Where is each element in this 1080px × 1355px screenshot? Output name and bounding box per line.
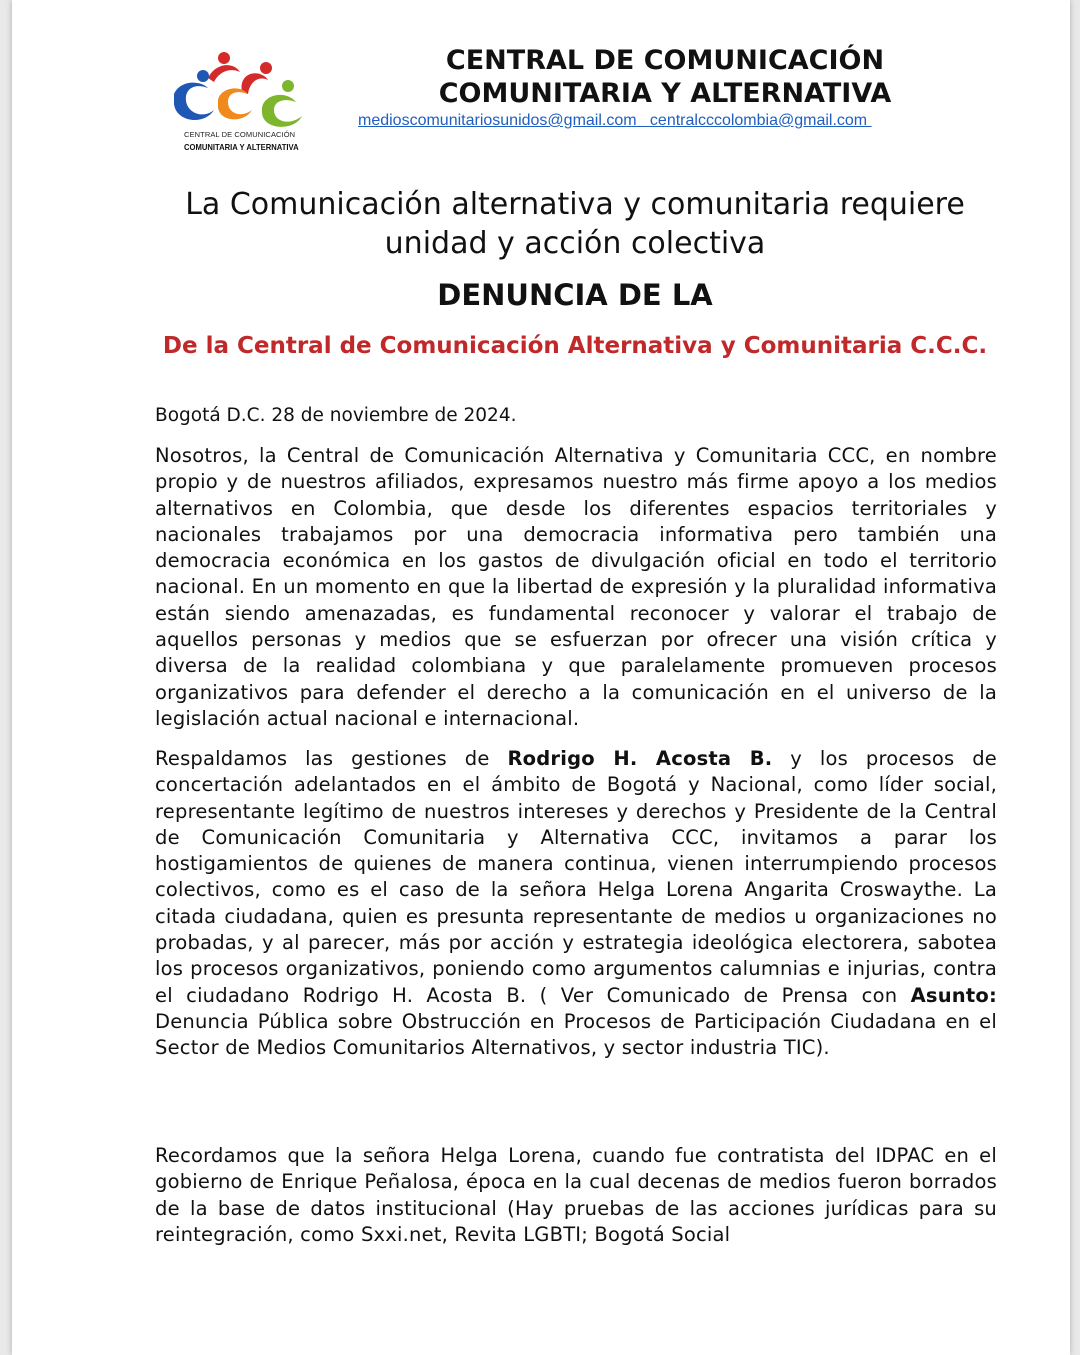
paragraph-2-part1: Respaldamos las gestiones de (155, 747, 508, 770)
organization-title (380, 44, 950, 110)
paragraph-3: Recordamos que la señora Helga Lorena, cuando fue contratista del IDPAC en el gobierno de Enrique Peñalosa, época en la cual decenas de medios fueron borrados de la base de datos institucional (Hay pruebas de las acciones jurídicas para su reintegración, como Sxxi.net, Revita LGBTI; Bogotá Social (155, 1144, 997, 1246)
ccc-logo (168, 50, 313, 162)
ccc-logo-icon (168, 50, 313, 132)
paragraph-2-part2: y los procesos de concertación adelantados en el ámbito de Bogotá y Nacional, como líder social, representante legítimo de nuestros intereses y derechos y Presidente de la Central de Comunicación Comunitaria y Alternativa CCC, invitamos a parar los hostigamientos de quienes de manera continua, vienen interrumpiendo procesos colectivos, como es el caso de la señora Helga Lorena Angarita Croswaythe. La citada ciudadana, quien es presunta representante de medios u organizaciones no probadas, y al parecer, más por acción y estrategia ideológica electorera, sabotea los procesos organizativos, poniendo como argumentos calumnias e injurias, contra el ciudadano Rodrigo H. Acosta B. ( Ver Comunicado de Prensa con (155, 747, 997, 1007)
logo-caption-line2: COMUNITARIA Y ALTERNATIVA (184, 142, 299, 152)
document-heading: DENUNCIA DE LA (437, 278, 713, 312)
paragraph-1: Nosotros, la Central de Comunicación Alternativa y Comunitaria CCC, en nombre propio y de nuestros afiliados, expresamos nuestro más firme apoyo a los medios alternativos en Colombia, que desde los diferentes espacios territoriales y nacionales trabajamos por una democracia informativa pero también una democracia económica en los gastos de divulgación oficial en todo el territorio nacional. En un momento en que la libertad de expresión y la pluralidad informativa están siendo amenazadas, es fundamental reconocer y valorar el trabajo de aquellos personas y medios que se esfuerzan por ofrecer una visión crítica y diversa de la realidad colombiana y que paralelamente promueven procesos organizativos para defender el derecho a la comunicación en el universo de la legislación actual nacional e internacional. (155, 444, 997, 730)
document-red-title: De la Central de Comunicación Alternativa y Comunitaria C.C.C. (162, 333, 988, 359)
paragraph-2-bold-asunto: Asunto: (910, 983, 997, 1007)
contact-emails-link[interactable]: medioscomunitariosunidos@gmail.com centralcccolombia@gmail.com (358, 112, 872, 129)
paragraph-2-bold-name: Rodrigo H. Acosta B. (507, 747, 773, 770)
paragraph-2-part3: Denuncia Pública sobre Obstrucción en Procesos de Participación Ciudadana en el Sector de Medios Comunitarios Alternativos, y sector industria TIC). (155, 1009, 997, 1060)
document-date: Bogotá D.C. 28 de noviembre de 2024. (155, 405, 517, 426)
document-subtitle: La Comunicación alternativa y comunitaria requiere unidad y acción colectiva (185, 187, 965, 261)
organization-title-line2: COMUNITARIA Y ALTERNATIVA (438, 78, 892, 109)
paragraph-2 (155, 746, 997, 1062)
logo-caption-line1: CENTRAL DE COMUNICACIÓN (184, 130, 296, 139)
organization-title-line1: CENTRAL DE COMUNICACIÓN (445, 45, 885, 76)
